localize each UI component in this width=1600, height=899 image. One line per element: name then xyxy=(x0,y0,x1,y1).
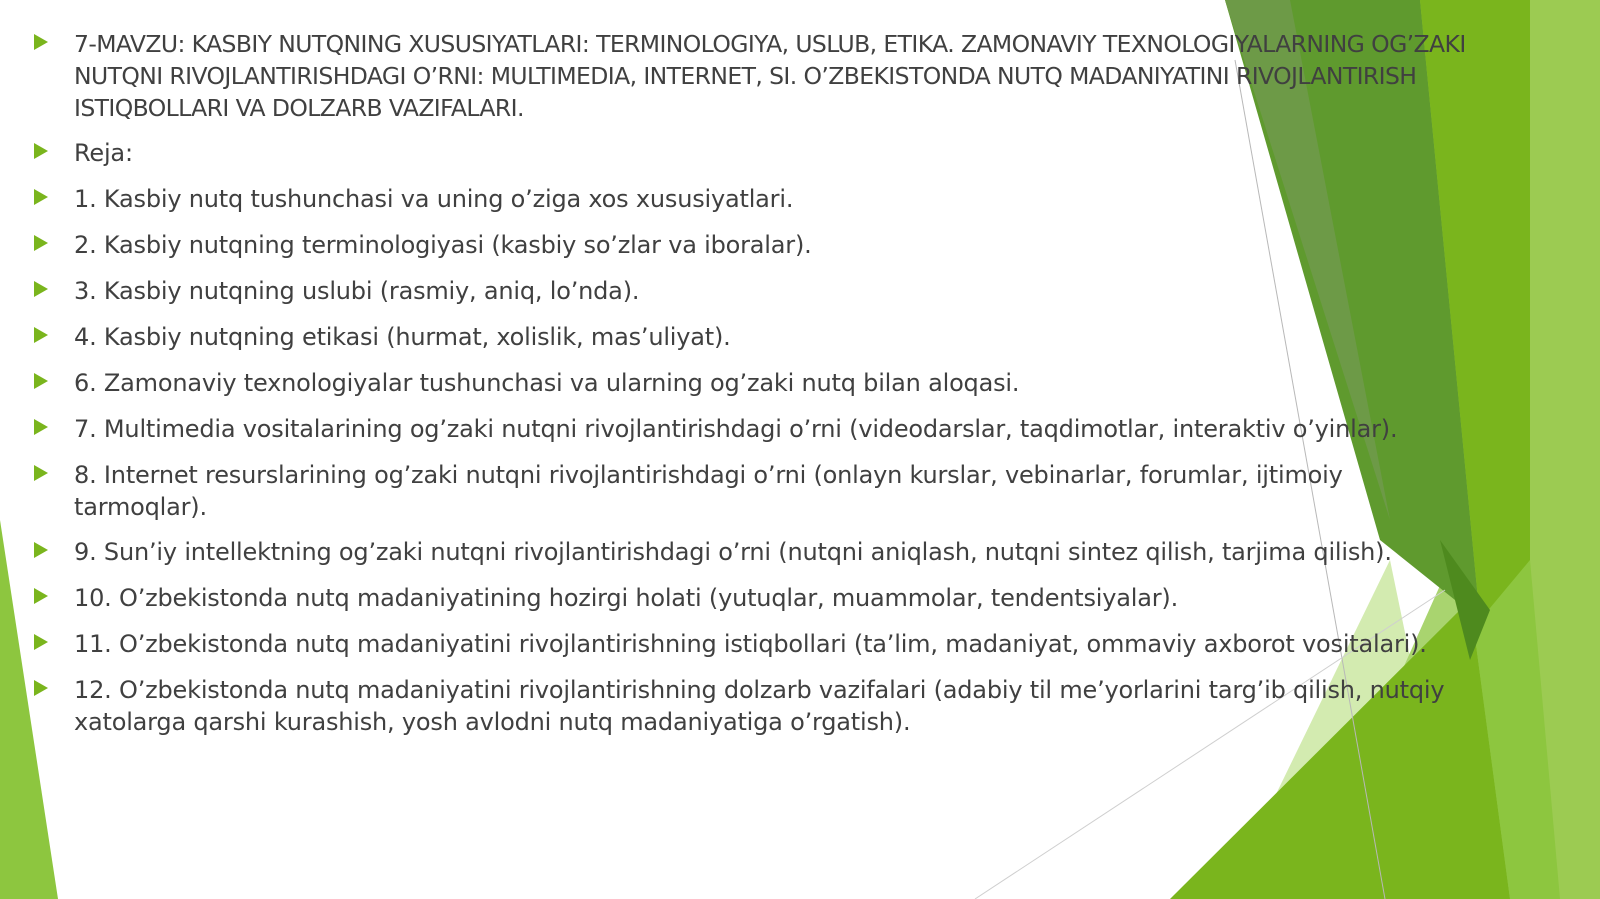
list-item-text: 1. Kasbiy nutq tushunchasi va uning o’ziga xos xususiyatlari. xyxy=(74,185,794,213)
bullet-arrow-icon xyxy=(34,588,48,604)
slide-title: 7-MAVZU: KASBIY NUTQNING XUSUSIYATLARI: TERMINOLOGIYA, USLUB, ETIKA. ZAMONAVIY TEXNOLOGIYALARNING OG’ZAKI NUTQNI RIVOJLANTIRISHDAGI O’RNI: MULTIMEDIA, INTERNET, SI. O’ZBEKISTONDA NUTQ MADANIYATINI RIVOJLANTIRISH ISTIQBOLLARI VA DOLZARB VAZIFALARI. xyxy=(74,30,1466,122)
bullet-arrow-icon xyxy=(34,327,48,343)
bullet-arrow-icon xyxy=(34,373,48,389)
list-item-text: 7. Multimedia vositalarining og’zaki nutqni rivojlantirishdagi o’rni (videodarslar, taqdimotlar, interaktiv o’yinlar). xyxy=(74,415,1398,443)
list-item-text: 3. Kasbiy nutqning uslubi (rasmiy, aniq, lo’nda). xyxy=(74,277,640,305)
bullet-arrow-icon xyxy=(34,465,48,481)
bullet-arrow-icon xyxy=(34,419,48,435)
plan-heading: Reja: xyxy=(74,139,133,167)
list-item-text: 4. Kasbiy nutqning etikasi (hurmat, xolislik, mas’uliyat). xyxy=(74,323,731,351)
bullet-arrow-icon xyxy=(34,542,48,558)
list-item-text: 2. Kasbiy nutqning terminologiyasi (kasbiy so’zlar va iboralar). xyxy=(74,231,812,259)
list-item-text: 12. O’zbekistonda nutq madaniyatini rivojlantirishning dolzarb vazifalari (adabiy til me’yorlarini targ’ib qilish, nutqiy xatolarga qarshi kurashish, yosh avlodni nutq madaniyatiga o’rgatish). xyxy=(74,676,1445,736)
list-item-text: 6. Zamonaviy texnologiyalar tushunchasi va ularning og’zaki nutq bilan aloqasi. xyxy=(74,369,1020,397)
bullet-arrow-icon xyxy=(34,189,48,205)
list-item-text: 11. O’zbekistonda nutq madaniyatini rivojlantirishning istiqbollari (ta’lim, madaniyat, ommaviy axborot vositalari). xyxy=(74,630,1427,658)
bullet-arrow-icon xyxy=(34,281,48,297)
bullet-arrow-icon xyxy=(34,34,48,50)
list-item-text: 9. Sun’iy intellektning og’zaki nutqni rivojlantirishdagi o’rni (nutqni aniqlash, nutqni sintez qilish, tarjima qilish). xyxy=(74,538,1392,566)
bullet-arrow-icon xyxy=(34,680,48,696)
bullet-arrow-icon xyxy=(34,235,48,251)
list-item-text: 10. O’zbekistonda nutq madaniyatining hozirgi holati (yutuqlar, muammolar, tendentsiyalar). xyxy=(74,584,1179,612)
bullet-arrow-icon xyxy=(34,143,48,159)
list-item-text: 8. Internet resurslarining og’zaki nutqni rivojlantirishdagi o’rni (onlayn kurslar, vebinarlar, forumlar, ijtimoiy tarmoqlar). xyxy=(74,461,1343,521)
bullet-arrow-icon xyxy=(34,634,48,650)
